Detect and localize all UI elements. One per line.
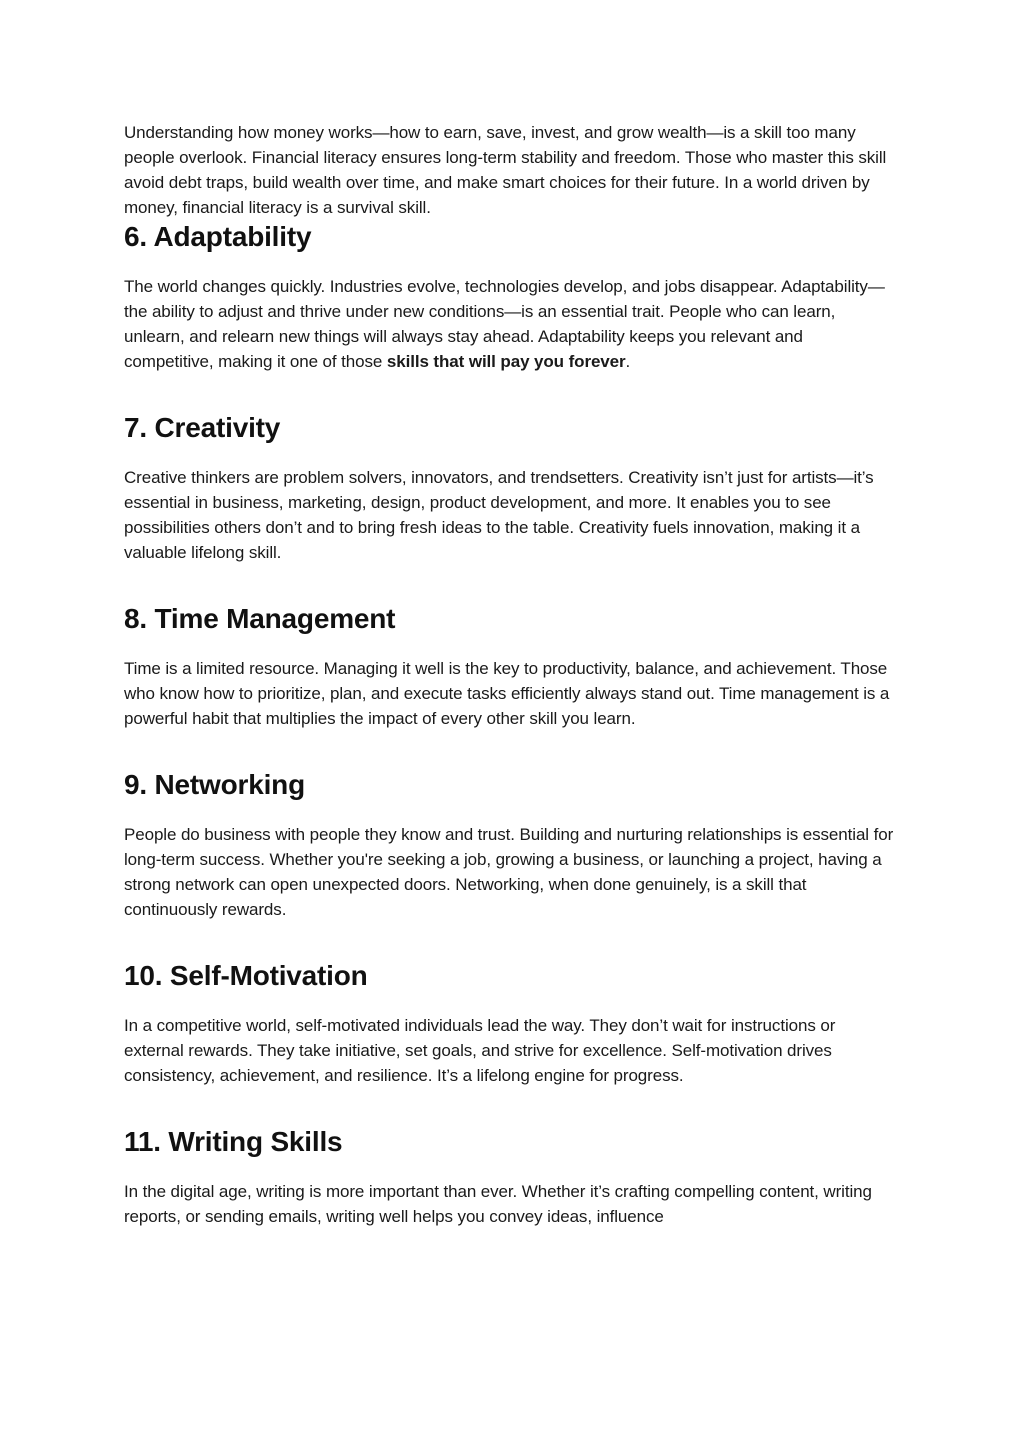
paragraph-text: The world changes quickly. Industries evolve, technologies develop, and jobs disappear. Adaptability—the ability to adjust and thrive under new conditions—is an essential trait. People who can learn, unlearn, and relearn new things will always stay ahead. Adaptability keeps you relevant and competitive, making it one of those <box>124 277 885 371</box>
section-heading: 9. Networking <box>124 769 305 800</box>
section-heading: 10. Self-Motivation <box>124 960 368 991</box>
document-page <box>124 120 894 1229</box>
intro-paragraph: Understanding how money works—how to earn, save, invest, and grow wealth—is a skill too many people overlook. Financial literacy ensures long-term stability and freedom. Those who master this skill avoid debt traps, build wealth over time, and make smart choices for their future. In a world driven by money, financial literacy is a survival skill. <box>124 123 887 217</box>
section-paragraph <box>124 274 894 374</box>
bold-phrase: skills that will pay you forever <box>386 352 626 371</box>
section-time-management <box>124 602 894 731</box>
section-paragraph: In the digital age, writing is more important than ever. Whether it’s crafting compelling content, writing reports, or sending emails, writing well helps you convey ideas, influence <box>124 1182 872 1226</box>
section-paragraph: Time is a limited resource. Managing it well is the key to productivity, balance, and achievement. Those who know how to prioritize, plan, and execute tasks efficiently always stand out. Time management is a powerful habit that multiplies the impact of every other skill you learn. <box>124 659 890 728</box>
section-networking <box>124 768 894 922</box>
section-self-motivation <box>124 959 894 1088</box>
section-paragraph: People do business with people they know and trust. Building and nurturing relationships is essential for long-term success. Whether you're seeking a job, growing a business, or launching a project, having a strong network can open unexpected doors. Networking, when done genuinely, is a skill that continuously rewards. <box>124 825 894 919</box>
section-heading: 11. Writing Skills <box>124 1126 343 1157</box>
section-paragraph: In a competitive world, self-motivated individuals lead the way. They don’t wait for instructions or external rewards. They take initiative, set goals, and strive for excellence. Self-motivation drives consistency, achievement, and resilience. It’s a lifelong engine for progress. <box>124 1016 836 1085</box>
section-heading: 6. Adaptability <box>124 221 312 252</box>
section-creativity <box>124 411 894 565</box>
section-heading: 7. Creativity <box>124 412 281 443</box>
section-paragraph: Creative thinkers are problem solvers, innovators, and trendsetters. Creativity isn’t just for artists—it’s essential in business, marketing, design, product development, and more. It enables you to see possibilities others don’t and to bring fresh ideas to the table. Creativity fuels innovation, making it a valuable lifelong skill. <box>124 468 874 562</box>
section-heading: 8. Time Management <box>124 603 396 634</box>
paragraph-tail: . <box>625 352 631 371</box>
section-adaptability <box>124 220 894 374</box>
section-writing-skills <box>124 1125 894 1229</box>
